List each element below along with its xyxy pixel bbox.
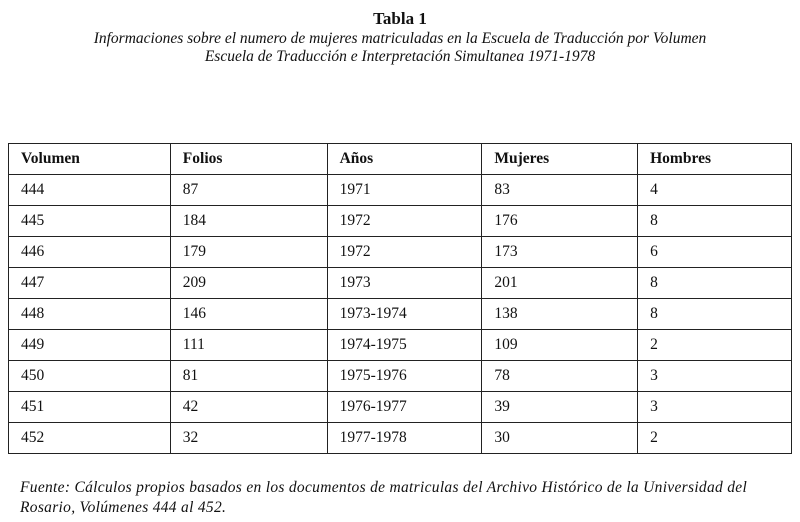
cell-anos: 1973-1974 bbox=[327, 299, 482, 330]
cell-volumen: 451 bbox=[9, 392, 171, 423]
cell-volumen: 444 bbox=[9, 175, 171, 206]
header-hombres: Hombres bbox=[638, 144, 792, 175]
cell-hombres: 6 bbox=[638, 237, 792, 268]
cell-mujeres: 30 bbox=[482, 423, 638, 454]
source-note: Fuente: Cálculos propios basados en los documentos de matriculas del Archivo Histórico de la Universidad del Rosario, Volúmenes 444 al 452. bbox=[20, 479, 748, 516]
cell-folios: 184 bbox=[170, 206, 327, 237]
table-row bbox=[9, 423, 792, 454]
cell-volumen: 445 bbox=[9, 206, 171, 237]
cell-hombres: 8 bbox=[638, 268, 792, 299]
cell-hombres: 4 bbox=[638, 175, 792, 206]
cell-hombres: 8 bbox=[638, 299, 792, 330]
cell-anos: 1973 bbox=[327, 268, 482, 299]
cell-folios: 81 bbox=[170, 361, 327, 392]
table-row bbox=[9, 175, 792, 206]
table-subtitle-school: Escuela de Traducción e Interpretación Simultanea 1971-1978 bbox=[204, 48, 596, 65]
cell-volumen: 450 bbox=[9, 361, 171, 392]
cell-mujeres: 176 bbox=[482, 206, 638, 237]
cell-folios: 32 bbox=[170, 423, 327, 454]
cell-hombres: 8 bbox=[638, 206, 792, 237]
cell-anos: 1977-1978 bbox=[327, 423, 482, 454]
table-row bbox=[9, 392, 792, 423]
table-row bbox=[9, 268, 792, 299]
table-row bbox=[9, 299, 792, 330]
header-volumen: Volumen bbox=[9, 144, 171, 175]
table-subtitle: Informaciones sobre el numero de mujeres matriculadas en la Escuela de Traducción por Volumen bbox=[93, 30, 707, 47]
cell-mujeres: 201 bbox=[482, 268, 638, 299]
cell-mujeres: 39 bbox=[482, 392, 638, 423]
cell-volumen: 452 bbox=[9, 423, 171, 454]
cell-folios: 209 bbox=[170, 268, 327, 299]
header-folios: Folios bbox=[170, 144, 327, 175]
cell-volumen: 447 bbox=[9, 268, 171, 299]
cell-folios: 179 bbox=[170, 237, 327, 268]
cell-mujeres: 109 bbox=[482, 330, 638, 361]
cell-hombres: 3 bbox=[638, 361, 792, 392]
table-row bbox=[9, 361, 792, 392]
cell-mujeres: 138 bbox=[482, 299, 638, 330]
cell-volumen: 448 bbox=[9, 299, 171, 330]
cell-hombres: 2 bbox=[638, 423, 792, 454]
title-block bbox=[0, 8, 800, 66]
cell-mujeres: 78 bbox=[482, 361, 638, 392]
table-body bbox=[9, 175, 792, 454]
cell-mujeres: 83 bbox=[482, 175, 638, 206]
table-row bbox=[9, 206, 792, 237]
table-title: Tabla 1 bbox=[373, 9, 427, 28]
cell-folios: 87 bbox=[170, 175, 327, 206]
cell-anos: 1971 bbox=[327, 175, 482, 206]
cell-folios: 146 bbox=[170, 299, 327, 330]
header-mujeres: Mujeres bbox=[482, 144, 638, 175]
cell-folios: 111 bbox=[170, 330, 327, 361]
cell-anos: 1974-1975 bbox=[327, 330, 482, 361]
cell-mujeres: 173 bbox=[482, 237, 638, 268]
header-anos: Años bbox=[327, 144, 482, 175]
cell-anos: 1972 bbox=[327, 237, 482, 268]
cell-volumen: 446 bbox=[9, 237, 171, 268]
header-row bbox=[9, 144, 792, 175]
table-row bbox=[9, 330, 792, 361]
data-table bbox=[8, 143, 792, 454]
cell-folios: 42 bbox=[170, 392, 327, 423]
cell-hombres: 2 bbox=[638, 330, 792, 361]
cell-anos: 1972 bbox=[327, 206, 482, 237]
table-row bbox=[9, 237, 792, 268]
cell-volumen: 449 bbox=[9, 330, 171, 361]
cell-anos: 1975-1976 bbox=[327, 361, 482, 392]
cell-anos: 1976-1977 bbox=[327, 392, 482, 423]
cell-hombres: 3 bbox=[638, 392, 792, 423]
